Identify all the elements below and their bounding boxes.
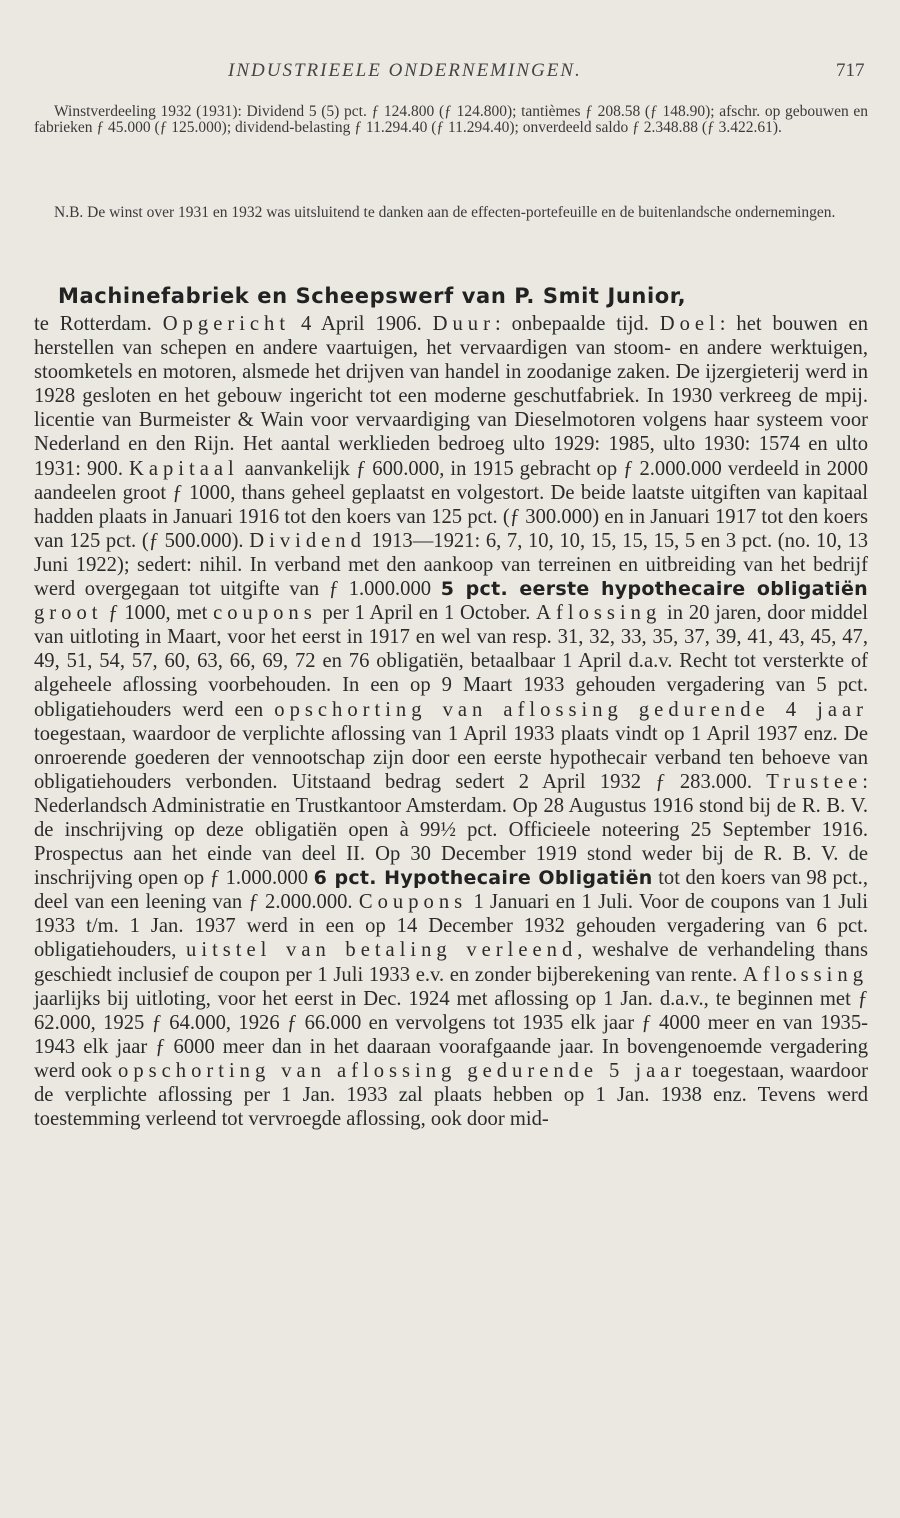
body-text-run: 4 April 1906.: [290, 313, 433, 335]
body-text-run: : onbepaalde tijd.: [494, 313, 660, 335]
spaced-keyword: uitstel van betaling verleend: [186, 939, 578, 962]
spaced-keyword: Doel: [659, 313, 720, 335]
body-text-run: in 20 jaren, door middel van uitloting in Maart, voor het eerst in 1917 en wel van resp. 31, 32, 33, 35, 37, 39, 41, 43, 45, 47, 49, 51, 54, 57, 60, 63, 66, 69, 72 en 76 obligatiën, betaalbaar 1 April d.a.v. Recht tot versterkte of algeheele aflossing voorbehouden. In een op 9 Maart 1933 gehouden vergadering van 5 pct. obligatiehouders werd een: [34, 602, 869, 721]
running-header: [0, 58, 900, 88]
company-heading: Machinefabriek en Scheepswerf van P. Smit Junior,: [58, 284, 687, 308]
bold-term: 6 pct. Hypothecaire Obligatiën: [313, 867, 653, 890]
nb-note-text: N.B. De winst over 1931 en 1932 was uitsluitend te danken aan de effecten-portefeuille en de buitenlandsche ondernemingen.: [54, 204, 836, 221]
body-text-run: tot den koers van 98 pct., deel van een leening van ƒ 2.000.000.: [34, 867, 868, 914]
spaced-keyword: Aflossing: [742, 963, 868, 986]
body-text-run: toegestaan, waardoor de verplichte aflossing van 1 April 1933 plaats vindt op 1 April 1937 enz. De onroerende goederen der vennootschap zijn door een eerste hypothecair verband ten behoeve van obligatiehouders verbonden. Uitstaand bedrag sedert 2 April 1932 ƒ 283.000.: [34, 722, 868, 793]
spaced-keyword: opschorting van aflossing gedurende 5 jaar: [118, 1059, 687, 1082]
spaced-keyword: Coupons: [358, 891, 468, 914]
body-text-run: per 1 April en 1 October.: [316, 602, 537, 625]
body-text-run: : het bouwen en herstellen van schepen en andere vaartuigen, het vervaardigen van stoom- en andere werktuigen, stoomketels en motoren, alsmede het drijven van handel in zoodanige zaken. De ijzergieterij werd in 1928 gesloten en het gebouw ingericht tot een moderne geschutfabriek. In 1930 verkreeg de mpij. licentie van Burmeister & Wain voor vervaardiging van Dieselmotoren volgens haar systeem voor Nederland en den Rijn. Het aantal werklieden bedroeg ulto 1929: 1985, ulto 1930: 1574 en ulto 1931: 900.: [34, 313, 868, 480]
spaced-keyword: Trustee: [766, 770, 863, 793]
body-text-run: : Nederlandsch Administratie en Trustkantoor Amsterdam. Op 28 Augustus 1916 stond bij de R. B. V. de inschrijving op deze obligatiën open à 99½ pct. Officieele noteering 25 September 1916. Prospectus aan het einde van deel II. Op 30 December 1919 stond weder bij de R. B. V. de inschrijving open op ƒ 1.000.000: [34, 770, 868, 890]
spaced-keyword: groot: [34, 602, 103, 625]
winstverdeeling-text: Winstverdeeling 1932 (1931): Dividend 5 (5) pct. ƒ 124.800 (ƒ 124.800); tantièmes ƒ 208.58 (ƒ 148.90); afschr. op gebouwen en fabrieken ƒ 45.000 (ƒ 125.000); dividend-belasting ƒ 11.294.40 (ƒ 11.294.40); onverdeeld saldo ƒ 2.348.88 (ƒ 3.422.61).: [34, 103, 868, 136]
body-text-run: 1 Januari en 1 Juli. Voor de coupons van 1 Juli 1933 t/m. 1 Jan. 1937 werd in een op 14 December 1932 gehouden vergadering van 6 pct. obligatiehouders,: [34, 891, 868, 962]
body-text-run: 1913—1921: 6, 7, 10, 10, 15, 15, 15, 5 en 3 pct. (no. 10, 13 Juni 1922); sedert: nihil. In verband met den aankoop van terreinen en uitbreiding van het bedrijf werd overgegaan tot uitgifte van ƒ 1.000.000: [34, 529, 869, 601]
nb-note-paragraph: [34, 205, 868, 221]
spaced-keyword: Duur: [432, 313, 495, 335]
spaced-keyword: Aflossing: [536, 602, 662, 625]
body-text-run: , weshalve de verhandeling thans geschiedt inclusief de coupon per 1 Juli 1933 e.v. en zonder bijberekening van rente.: [34, 939, 868, 986]
page-number: 717: [836, 60, 865, 81]
spaced-keyword: Opgericht: [162, 313, 291, 335]
body-text-run: jaarlijks bij uitloting, voor het eerst in Dec. 1924 met aflossing op 1 Jan. d.a.v., te beginnen met ƒ 62.000, 1925 ƒ 64.000, 1926 ƒ 66.000 en vervolgens tot 1935 elk jaar ƒ 4000 meer en van 1935-1943 elk jaar ƒ 6000 meer dan in het daaraan voorafgaande jaar. In bovengenoemde vergadering werd ook: [34, 987, 868, 1082]
body-text-run: te Rotterdam.: [34, 313, 163, 335]
company-description: [34, 312, 868, 1131]
body-text-run: ƒ 1000, met: [102, 602, 214, 625]
spaced-keyword: opschorting van aflossing gedurende 4 jaar: [274, 698, 868, 721]
body-text-run: aanvankelijk ƒ 600.000, in 1915 gebracht op ƒ 2.000.000 verdeeld in 2000 aandeelen groot ƒ 1000, thans geheel geplaatst en volgestort. De beide laatste uitgiften van kapitaal hadden plaats in Januari 1916 tot den koers van 125 pct. (ƒ 300.000) en in Januari 1917 tot den koers van 125 pct. (ƒ 500.000).: [34, 457, 868, 552]
bold-term: 5 pct. eerste hypothecaire obligatiën: [440, 578, 868, 601]
spaced-keyword: Dividend: [249, 529, 366, 552]
body-text-run: toegestaan, waardoor de verplichte aflossing per 1 Jan. 1933 zal plaats hebben op 1 Jan. 1938 enz. Tevens werd toestemming verleend tot vervroegde aflossing, ook door mid-: [34, 1059, 868, 1131]
spaced-keyword: Kapitaal: [128, 457, 239, 480]
running-title: INDUSTRIEELE ONDERNEMINGEN.: [228, 60, 582, 81]
profit-distribution-paragraph: [34, 104, 868, 136]
spaced-keyword: coupons: [213, 602, 317, 625]
